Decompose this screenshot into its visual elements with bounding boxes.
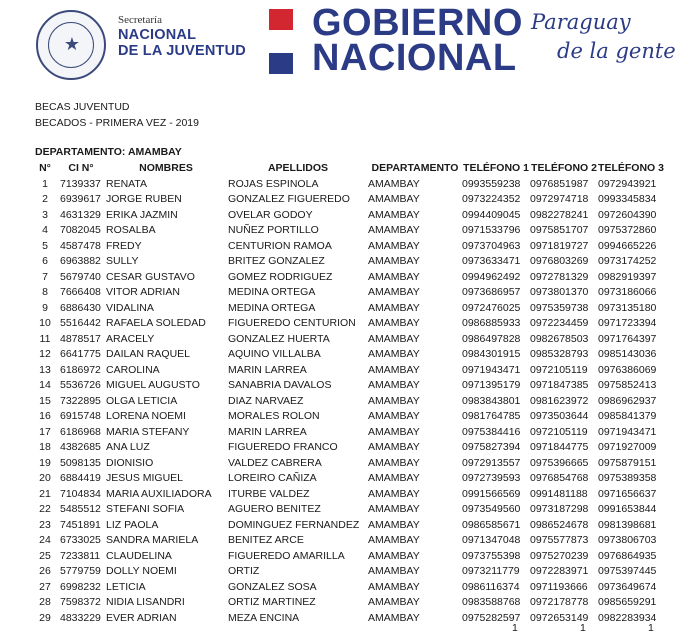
cell-telefono-1: 0994962492: [462, 270, 521, 283]
table-row: [34, 564, 664, 580]
cell-telefono-1: 0986497828: [462, 332, 521, 345]
cell-row-number: 10: [39, 317, 51, 330]
cell-apellidos: ORTIZ: [228, 565, 260, 578]
cell-telefono-3: 0973135180: [598, 301, 657, 314]
table-row: [34, 610, 664, 626]
cell-ci-number: 7598372: [60, 596, 101, 609]
cell-telefono-2: 0976803269: [530, 255, 589, 268]
table-row: [34, 362, 664, 378]
column-header-apellidos: APELLIDOS: [267, 162, 329, 174]
cell-departamento: AMAMBAY: [368, 301, 420, 314]
cell-nombres: OLGA LETICIA: [106, 394, 178, 407]
cell-telefono-3: 0975372860: [598, 224, 657, 237]
cell-nombres: LETICIA: [106, 580, 146, 593]
cell-nombres: ANA LUZ: [106, 441, 150, 454]
cell-departamento: AMAMBAY: [368, 394, 420, 407]
cell-telefono-1: 0973704963: [462, 239, 521, 252]
cell-apellidos: GOMEZ RODRIGUEZ: [228, 270, 333, 283]
cell-telefono-3: 0973174252: [598, 255, 657, 268]
column-header-ci-number: CI N°: [68, 162, 94, 174]
column-header-row-number: N°: [39, 162, 51, 174]
cell-apellidos: BRITEZ GONZALEZ: [228, 255, 325, 268]
cell-apellidos: VALDEZ CABRERA: [228, 456, 322, 469]
cell-apellidos: MEZA ENCINA: [228, 611, 300, 624]
cell-telefono-2: 0973801370: [530, 286, 589, 299]
cell-ci-number: 5779759: [60, 565, 101, 578]
cell-telefono-3: 0973806703: [598, 534, 657, 547]
total-telefono-2: 1: [580, 622, 586, 634]
cell-ci-number: 5536726: [60, 379, 101, 392]
cell-departamento: AMAMBAY: [368, 239, 420, 252]
secretaria-line3: DE LA JUVENTUD: [118, 43, 246, 59]
cell-apellidos: MARIN LARREA: [228, 363, 307, 376]
table-row: [34, 409, 664, 425]
cell-telefono-2: 0975359738: [530, 301, 589, 314]
cell-telefono-2: 0986524678: [530, 518, 589, 531]
cell-row-number: 17: [39, 425, 51, 438]
cell-telefono-3: 0981398681: [598, 518, 657, 531]
cell-telefono-1: 0986585671: [462, 518, 521, 531]
cell-nombres: RENATA: [106, 177, 148, 190]
cell-ci-number: 7666408: [60, 286, 101, 299]
cell-row-number: 23: [39, 518, 51, 531]
cell-ci-number: 6886430: [60, 301, 101, 314]
cell-departamento: AMAMBAY: [368, 270, 420, 283]
paraguay-seal-icon: [36, 10, 106, 80]
cell-nombres: JORGE RUBEN: [106, 193, 182, 206]
cell-telefono-1: 0981764785: [462, 410, 521, 423]
cell-telefono-1: 0972739593: [462, 472, 521, 485]
cell-row-number: 14: [39, 379, 51, 392]
cell-telefono-3: 0972943921: [598, 177, 657, 190]
cell-apellidos: MEDINA ORTEGA: [228, 286, 316, 299]
cell-telefono-2: 0971193666: [530, 580, 588, 593]
cell-telefono-1: 0975384416: [462, 425, 521, 438]
secretaria-line2: NACIONAL: [118, 27, 197, 43]
cell-telefono-1: 0971533796: [462, 224, 521, 237]
cell-nombres: LORENA NOEMI: [106, 410, 186, 423]
cell-nombres: MARIA AUXILIADORA: [106, 487, 212, 500]
cell-departamento: AMAMBAY: [368, 611, 420, 624]
cell-row-number: 4: [42, 224, 48, 237]
cell-telefono-1: 0972476025: [462, 301, 521, 314]
table-row: [34, 440, 664, 456]
cell-departamento: AMAMBAY: [368, 565, 420, 578]
table-row: [34, 192, 664, 208]
cell-ci-number: 5679740: [60, 270, 101, 283]
cell-apellidos: BENITEZ ARCE: [228, 534, 304, 547]
cell-ci-number: 4587478: [60, 239, 101, 252]
cell-telefono-2: 0972974718: [530, 193, 589, 206]
column-header-telefono-2: TELÉFONO 2: [531, 162, 597, 174]
cell-ci-number: 7139337: [60, 177, 101, 190]
cell-telefono-2: 0982678503: [530, 332, 589, 345]
secretaria-logo: [118, 14, 273, 59]
table-row: [34, 316, 664, 332]
table-row: [34, 378, 664, 394]
table-row: [34, 347, 664, 363]
table-row: [34, 223, 664, 239]
cell-ci-number: 7233811: [60, 549, 101, 562]
column-header-nombres: NOMBRES: [139, 162, 193, 174]
table-row: [34, 455, 664, 471]
cell-telefono-3: 0985659291: [598, 596, 657, 609]
cell-telefono-3: 0991653844: [598, 503, 657, 516]
cell-apellidos: GONZALEZ FIGUEREDO: [228, 193, 350, 206]
table-row: [34, 595, 664, 611]
cell-telefono-2: 0971819727: [530, 239, 589, 252]
cell-ci-number: 4878517: [60, 332, 101, 345]
document-line1: BECAS JUVENTUD: [35, 101, 130, 113]
cell-nombres: ERIKA JAZMIN: [106, 208, 178, 221]
cell-telefono-1: 0984301915: [462, 348, 521, 361]
cell-telefono-2: 0982278241: [530, 208, 589, 221]
cell-apellidos: DOMINGUEZ FERNANDEZ: [228, 518, 360, 531]
cell-row-number: 26: [39, 565, 51, 578]
cell-departamento: AMAMBAY: [368, 503, 420, 516]
cell-row-number: 29: [39, 611, 51, 624]
cell-ci-number: 7451891: [60, 518, 101, 531]
cell-apellidos: NUÑEZ PORTILLO: [228, 224, 319, 237]
cell-row-number: 12: [39, 348, 51, 361]
cell-ci-number: 6186968: [60, 425, 101, 438]
cell-telefono-3: 0985143036: [598, 348, 657, 361]
cell-nombres: JESUS MIGUEL: [106, 472, 184, 485]
cell-telefono-3: 0971943471: [598, 425, 657, 438]
cell-ci-number: 6915748: [60, 410, 101, 423]
cell-row-number: 21: [39, 487, 51, 500]
cell-row-number: 16: [39, 410, 51, 423]
cell-ci-number: 6884419: [60, 472, 101, 485]
document-line2: BECADOS - PRIMERA VEZ - 2019: [35, 117, 199, 129]
cell-telefono-1: 0973755398: [462, 549, 521, 562]
cell-telefono-2: 0973503644: [530, 410, 589, 423]
cell-telefono-1: 0983588768: [462, 596, 521, 609]
table-row: [34, 254, 664, 270]
cell-row-number: 24: [39, 534, 51, 547]
cell-apellidos: SANABRIA DAVALOS: [228, 379, 332, 392]
cell-apellidos: AQUINO VILLALBA: [228, 348, 321, 361]
cell-row-number: 11: [39, 332, 51, 345]
table-row: [34, 548, 664, 564]
department-heading: DEPARTAMENTO: AMAMBAY: [35, 146, 182, 158]
cell-row-number: 13: [39, 363, 51, 376]
table-row: [34, 269, 664, 285]
cell-telefono-1: 0975282597: [462, 611, 521, 624]
cell-nombres: VITOR ADRIAN: [106, 286, 180, 299]
cell-departamento: AMAMBAY: [368, 534, 420, 547]
cell-telefono-3: 0982919397: [598, 270, 657, 283]
slogan: [527, 8, 687, 66]
gobierno-line1: GOBIERNO: [312, 2, 523, 44]
cell-nombres: SULLY: [106, 255, 139, 268]
table-row: [34, 579, 664, 595]
becados-table: [34, 160, 664, 626]
cell-telefono-3: 0982283934: [598, 611, 657, 624]
cell-nombres: LIZ PAOLA: [106, 518, 159, 531]
cell-apellidos: GONZALEZ SOSA: [228, 580, 317, 593]
column-header-telefono-3: TELÉFONO 3: [598, 162, 664, 174]
cell-ci-number: 6963882: [60, 255, 101, 268]
cell-telefono-2: 0971847385: [530, 379, 589, 392]
cell-telefono-2: 0975396665: [530, 456, 589, 469]
cell-telefono-2: 0985328793: [530, 348, 589, 361]
cell-telefono-3: 0975397445: [598, 565, 657, 578]
cell-ci-number: 5485512: [60, 503, 101, 516]
cell-ci-number: 4382685: [60, 441, 101, 454]
cell-row-number: 2: [42, 193, 48, 206]
cell-ci-number: 5516442: [60, 317, 101, 330]
cell-apellidos: FIGUEREDO FRANCO: [228, 441, 338, 454]
cell-departamento: AMAMBAY: [368, 208, 420, 221]
cell-row-number: 22: [39, 503, 51, 516]
cell-apellidos: MEDINA ORTEGA: [228, 301, 316, 314]
star-icon: ★: [63, 34, 81, 54]
cell-telefono-1: 0971943471: [462, 363, 521, 376]
cell-telefono-3: 0975879151: [598, 456, 657, 469]
cell-ci-number: 7082045: [60, 224, 101, 237]
cell-apellidos: OVELAR GODOY: [228, 208, 313, 221]
cell-row-number: 8: [42, 286, 48, 299]
flag-red-band: [269, 9, 293, 30]
cell-nombres: ARACELY: [106, 332, 155, 345]
seal-inner-ring: [48, 22, 94, 68]
document-meta: [35, 99, 199, 131]
cell-nombres: MARIA STEFANY: [106, 425, 190, 438]
cell-apellidos: CENTURION RAMOA: [228, 239, 332, 252]
cell-telefono-1: 0973633471: [462, 255, 521, 268]
flag-blue-band: [269, 53, 293, 74]
cell-nombres: VIDALINA: [106, 301, 154, 314]
cell-apellidos: AGUERO BENITEZ: [228, 503, 321, 516]
cell-ci-number: 4631329: [60, 208, 101, 221]
cell-telefono-2: 0976851987: [530, 177, 589, 190]
cell-departamento: AMAMBAY: [368, 193, 420, 206]
cell-telefono-2: 0972781329: [530, 270, 589, 283]
cell-telefono-1: 0994409045: [462, 208, 521, 221]
cell-telefono-2: 0972653149: [530, 611, 589, 624]
cell-departamento: AMAMBAY: [368, 549, 420, 562]
table-row: [34, 238, 664, 254]
cell-departamento: AMAMBAY: [368, 379, 420, 392]
cell-departamento: AMAMBAY: [368, 348, 420, 361]
cell-departamento: AMAMBAY: [368, 425, 420, 438]
cell-apellidos: ROJAS ESPINOLA: [228, 177, 319, 190]
cell-telefono-3: 0971927009: [598, 441, 657, 454]
cell-nombres: CAROLINA: [106, 363, 160, 376]
cell-departamento: AMAMBAY: [368, 456, 420, 469]
cell-apellidos: LOREIRO CAÑIZA: [228, 472, 317, 485]
cell-ci-number: 6733025: [60, 534, 101, 547]
cell-telefono-2: 0976854768: [530, 472, 589, 485]
cell-telefono-3: 0976386069: [598, 363, 657, 376]
cell-nombres: FREDY: [106, 239, 142, 252]
cell-ci-number: 5098135: [60, 456, 101, 469]
table-row: [34, 207, 664, 223]
cell-ci-number: 7104834: [60, 487, 101, 500]
cell-row-number: 19: [39, 456, 51, 469]
cell-telefono-3: 0971656637: [598, 487, 657, 500]
cell-apellidos: FIGUEREDO CENTURION: [228, 317, 356, 330]
cell-departamento: AMAMBAY: [368, 224, 420, 237]
cell-departamento: AMAMBAY: [368, 317, 420, 330]
cell-departamento: AMAMBAY: [368, 596, 420, 609]
table-row: [34, 533, 664, 549]
cell-telefono-1: 0973224352: [462, 193, 521, 206]
table-body: [34, 176, 664, 626]
cell-departamento: AMAMBAY: [368, 177, 420, 190]
cell-ci-number: 6186972: [60, 363, 101, 376]
cell-telefono-1: 0991566569: [462, 487, 521, 500]
cell-departamento: AMAMBAY: [368, 410, 420, 423]
cell-telefono-1: 0986116374: [462, 580, 520, 593]
cell-telefono-2: 0972178778: [530, 596, 589, 609]
cell-nombres: DIONISIO: [106, 456, 154, 469]
cell-telefono-3: 0993345834: [598, 193, 657, 206]
cell-nombres: ROSALBA: [106, 224, 156, 237]
cell-row-number: 25: [39, 549, 51, 562]
cell-row-number: 7: [42, 270, 48, 283]
cell-nombres: DAILAN RAQUEL: [106, 348, 191, 361]
table-row: [34, 393, 664, 409]
cell-apellidos: ITURBE VALDEZ: [228, 487, 310, 500]
cell-nombres: STEFANI SOFIA: [106, 503, 185, 516]
cell-telefono-3: 0971764397: [598, 332, 657, 345]
cell-telefono-3: 0986962937: [598, 394, 657, 407]
cell-departamento: AMAMBAY: [368, 255, 420, 268]
cell-telefono-3: 0973186066: [598, 286, 657, 299]
cell-telefono-1: 0975827394: [462, 441, 521, 454]
cell-apellidos: GONZALEZ HUERTA: [228, 332, 330, 345]
cell-departamento: AMAMBAY: [368, 441, 420, 454]
table-row: [34, 517, 664, 533]
cell-telefono-2: 0975270239: [530, 549, 589, 562]
cell-apellidos: ORTIZ MARTINEZ: [228, 596, 316, 609]
slogan-line1: Paraguay: [531, 10, 631, 34]
cell-ci-number: 6998232: [60, 580, 101, 593]
cell-telefono-2: 0975851707: [530, 224, 589, 237]
cell-departamento: AMAMBAY: [368, 487, 420, 500]
cell-telefono-3: 0985841379: [598, 410, 657, 423]
column-header-telefono-1: TELÉFONO 1: [463, 162, 529, 174]
cell-telefono-2: 0972105119: [530, 425, 588, 438]
cell-row-number: 15: [39, 394, 51, 407]
flag-icon: [269, 9, 293, 74]
page-header: [0, 0, 700, 90]
slogan-line2: de la gente: [557, 39, 676, 63]
table-row: [34, 300, 664, 316]
cell-departamento: AMAMBAY: [368, 472, 420, 485]
cell-apellidos: DIAZ NARVAEZ: [228, 394, 304, 407]
cell-row-number: 3: [42, 208, 48, 221]
table-row: [34, 486, 664, 502]
cell-nombres: RAFAELA SOLEDAD: [106, 317, 206, 330]
cell-ci-number: 7322895: [60, 394, 101, 407]
cell-telefono-3: 0994665226: [598, 239, 657, 252]
cell-row-number: 9: [42, 301, 48, 314]
cell-telefono-2: 0972105119: [530, 363, 588, 376]
table-row: [34, 176, 664, 192]
cell-telefono-1: 0983843801: [462, 394, 521, 407]
cell-apellidos: MORALES ROLON: [228, 410, 320, 423]
cell-apellidos: FIGUEREDO AMARILLA: [228, 549, 345, 562]
cell-apellidos: MARIN LARREA: [228, 425, 307, 438]
cell-telefono-1: 0971395179: [462, 379, 521, 392]
total-telefono-1: 1: [512, 622, 518, 634]
table-row: [34, 331, 664, 347]
cell-telefono-1: 0973686957: [462, 286, 521, 299]
cell-telefono-3: 0972604390: [598, 208, 657, 221]
table-row: [34, 285, 664, 301]
cell-row-number: 27: [39, 580, 51, 593]
table-row: [34, 424, 664, 440]
cell-row-number: 5: [42, 239, 48, 252]
cell-telefono-1: 0986885933: [462, 317, 521, 330]
cell-nombres: CESAR GUSTAVO: [106, 270, 195, 283]
cell-telefono-2: 0975577873: [530, 534, 589, 547]
cell-nombres: SANDRA MARIELA: [106, 534, 199, 547]
cell-row-number: 28: [39, 596, 51, 609]
cell-ci-number: 6939617: [60, 193, 101, 206]
cell-departamento: AMAMBAY: [368, 332, 420, 345]
cell-telefono-1: 0971347048: [462, 534, 521, 547]
cell-telefono-3: 0973649674: [598, 580, 657, 593]
table-row: [34, 471, 664, 487]
cell-row-number: 1: [42, 177, 48, 190]
secretaria-line1: Secretaría: [118, 14, 162, 26]
cell-telefono-2: 0991481188: [530, 487, 588, 500]
cell-telefono-3: 0975389358: [598, 472, 657, 485]
cell-telefono-2: 0972283971: [530, 565, 589, 578]
cell-nombres: CLAUDELINA: [106, 549, 172, 562]
cell-row-number: 20: [39, 472, 51, 485]
cell-telefono-2: 0973187298: [530, 503, 589, 516]
cell-departamento: AMAMBAY: [368, 580, 420, 593]
cell-telefono-1: 0993559238: [462, 177, 521, 190]
cell-ci-number: 4833229: [60, 611, 101, 624]
cell-telefono-2: 0971844775: [530, 441, 589, 454]
cell-telefono-3: 0971723394: [598, 317, 657, 330]
gobierno-line2: NACIONAL: [312, 37, 517, 79]
gobierno-nacional-logo: [312, 2, 523, 79]
cell-nombres: EVER ADRIAN: [106, 611, 177, 624]
cell-row-number: 6: [42, 255, 48, 268]
cell-nombres: DOLLY NOEMI: [106, 565, 177, 578]
cell-telefono-3: 0975852413: [598, 379, 657, 392]
cell-row-number: 18: [39, 441, 51, 454]
table-header-row: [34, 160, 664, 176]
cell-telefono-1: 0973549560: [462, 503, 521, 516]
cell-telefono-3: 0976864935: [598, 549, 657, 562]
cell-telefono-2: 0981623972: [530, 394, 589, 407]
cell-departamento: AMAMBAY: [368, 363, 420, 376]
cell-telefono-1: 0973211779: [462, 565, 520, 578]
cell-telefono-1: 0972913557: [462, 456, 521, 469]
total-telefono-3: 1: [648, 622, 654, 634]
cell-departamento: AMAMBAY: [368, 518, 420, 531]
cell-departamento: AMAMBAY: [368, 286, 420, 299]
cell-telefono-2: 0972234459: [530, 317, 589, 330]
cell-nombres: NIDIA LISANDRI: [106, 596, 185, 609]
table-row: [34, 502, 664, 518]
cell-nombres: MIGUEL AUGUSTO: [106, 379, 200, 392]
cell-ci-number: 6641775: [60, 348, 101, 361]
column-header-departamento: DEPARTAMENTO: [371, 162, 459, 174]
